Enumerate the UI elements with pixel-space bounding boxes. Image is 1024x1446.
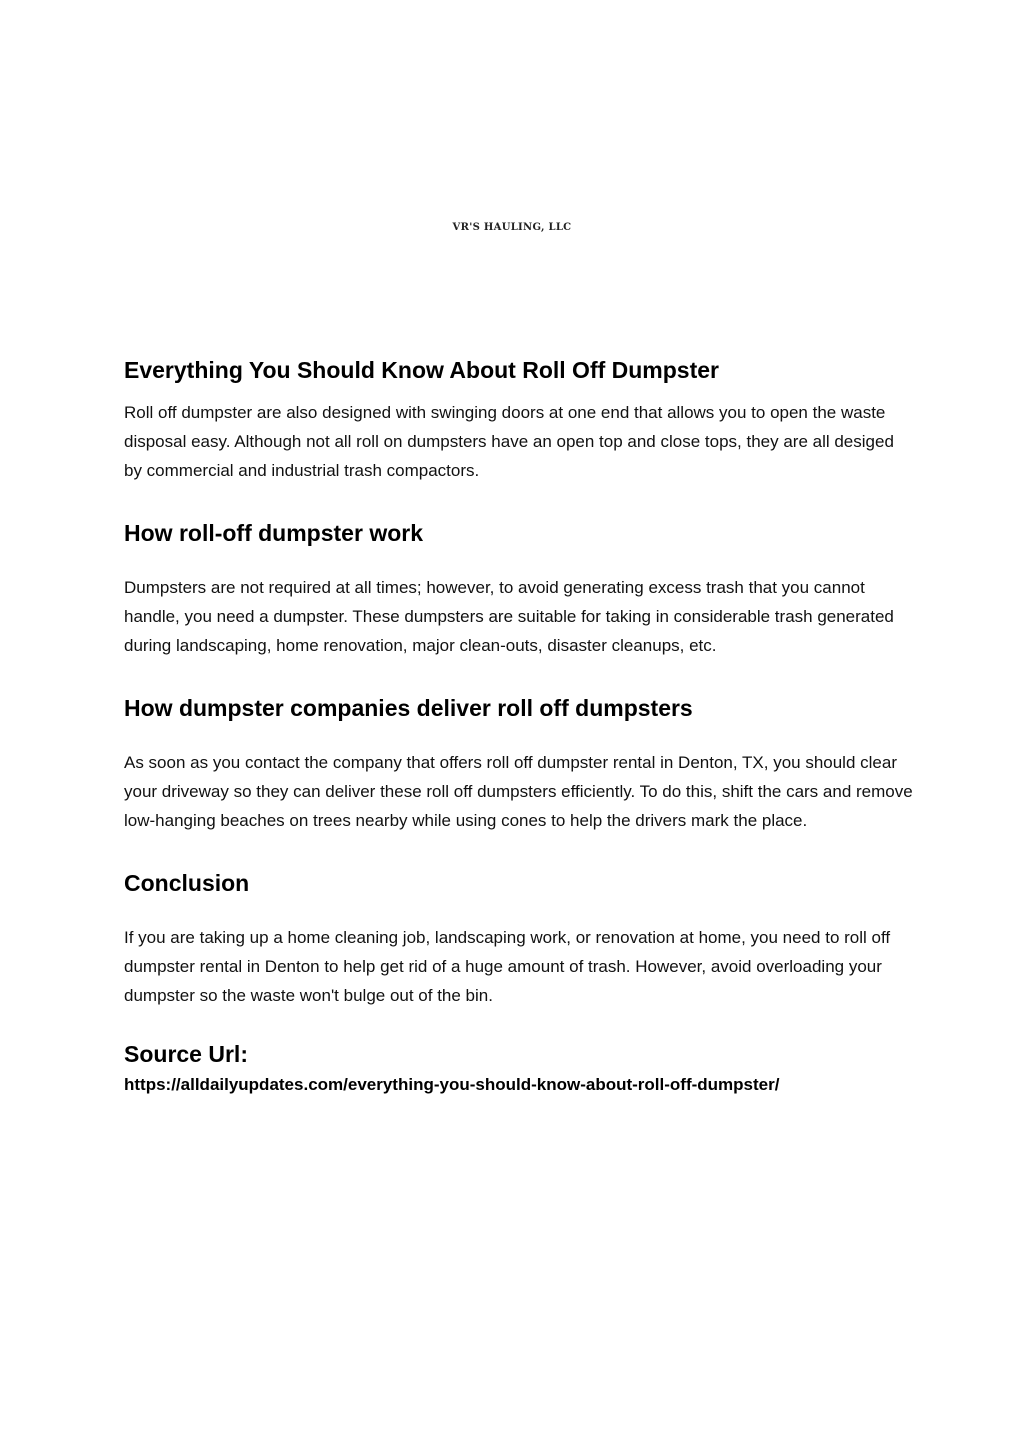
intro-paragraph: Roll off dumpster are also designed with swinging doors at one end that allows you to open the waste disposal easy. Although not all roll on dumpsters have an open top and close tops, they are all desiged by commercial and industrial trash compactors. xyxy=(124,403,894,480)
source-url-link[interactable]: https://alldailyupdates.com/everything-you-should-know-about-roll-off-dumpster/ xyxy=(124,1075,780,1094)
section-paragraph-how-it-works: Dumpsters are not required at all times; however, to avoid generating excess trash that you cannot handle, you need a dumpster. These dumpsters are suitable for taking in considerable trash generated during landscaping, home renovation, major clean-outs, disaster cleanups, etc. xyxy=(124,578,894,655)
section-heading-how-it-works: How roll-off dumpster work xyxy=(124,520,423,546)
section-heading-delivery: How dumpster companies deliver roll off dumpsters xyxy=(124,695,693,721)
article-body xyxy=(124,352,914,1098)
section-heading-conclusion: Conclusion xyxy=(124,870,250,896)
article-title: Everything You Should Know About Roll Off Dumpster xyxy=(124,357,720,383)
section-paragraph-conclusion: If you are taking up a home cleaning job, landscaping work, or renovation at home, you need to roll off dumpster rental in Denton to help get rid of a huge amount of trash. However, avoid overloading your dumpster so the waste won't bulge out of the bin. xyxy=(124,928,891,1005)
section-paragraph-delivery: As soon as you contact the company that offers roll off dumpster rental in Denton, TX, you should clear your driveway so they can deliver these roll off dumpsters efficiently. To do this, shift the cars and remove low-hanging beaches on trees nearby while using cones to help the drivers mark the place. xyxy=(124,753,913,830)
company-name-header: VR'S HAULING, LLC xyxy=(452,222,572,233)
source-url-heading: Source Url: xyxy=(124,1041,248,1067)
